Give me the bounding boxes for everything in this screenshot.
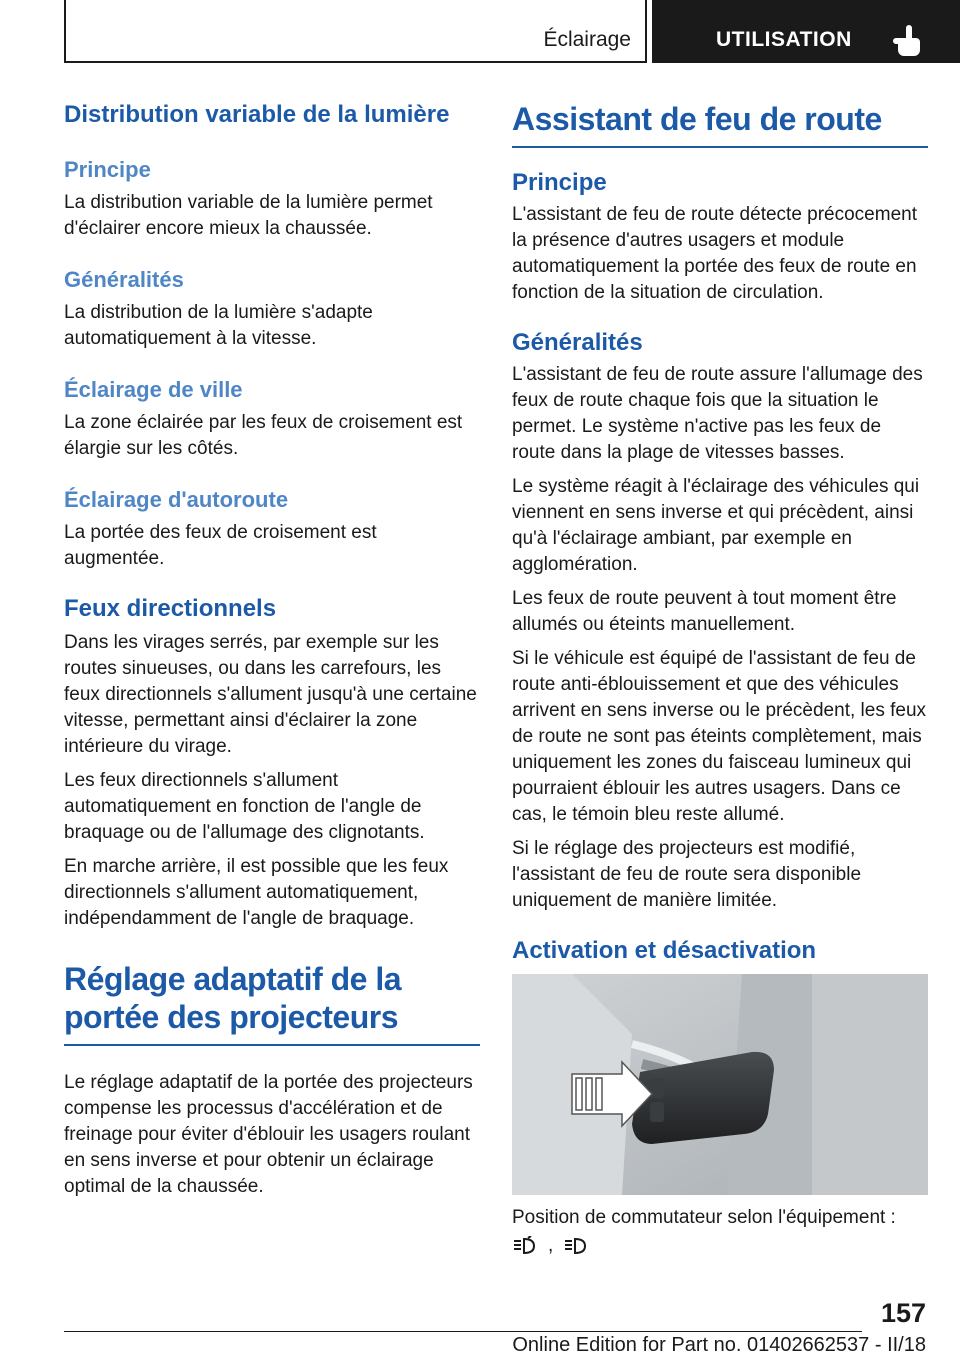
footer-edition: Online Edition for Part no. 01402662537 - II/18 [512,1334,926,1356]
right-gen-text-2: Le système réagit à l'éclairage des véhicules qui viennent en sens inverse et qui précèdent, ainsi qu'à l'éclairage ambiant, par exemple en agglomération. [512,476,920,575]
feux-text-3: En marche arrière, il est possible que les feux directionnels s'allument automatiquement, indépendamment de l'angle de braquage. [64,856,449,929]
page-number: 157 [880,1298,926,1328]
generalites-heading: Généralités [64,267,184,292]
header-chapter-title: UTILISATION [716,28,852,51]
right-gen-text-4: Si le véhicule est équipé de l'assistant de feu de route anti-éblouissement et que des véhicules arrivent en sens inverse ou le précèdent, les feux de route ne sont pas éteints complètement, mais uniquement les zones du faisceau lumineux qui pourraient éblouir les autres usagers. Dans ce cas, le témoin bleu reste allumé. [512,648,927,825]
right-principe-heading: Principe [512,169,607,196]
reglage-heading: Réglage adaptatif de la portée des projecteurs [64,960,480,1046]
right-column [512,100,928,1257]
footer-divider [64,1331,862,1332]
illustration-caption: Position de commutateur selon l'équipement : [512,1207,896,1228]
feux-directionnels-heading: Feux directionnels [64,595,277,622]
activation-heading: Activation et désactivation [512,937,817,964]
left-column [64,100,480,1200]
hand-pointer-icon [892,24,928,56]
right-gen-text-1: L'assistant de feu de route assure l'allumage des feux de route chaque fois que la situation le permet. Le système n'active pas les feux de route dans la plage de vitesses basses. [512,364,923,463]
high-beam-assistant-icon [512,1236,538,1256]
ville-heading: Éclairage de ville [64,377,243,402]
feux-text-2: Les feux directionnels s'allument automatiquement en fonction de l'angle de braquage ou de l'allumage des clignotants. [64,770,425,843]
principe-heading: Principe [64,157,151,182]
feux-text-1: Dans les virages serrés, par exemple sur les routes sinueuses, ou dans les carrefours, les feux directionnels s'allument jusqu'à une certaine vitesse, permettant ainsi d'éclairer la zone intérieure du virage. [64,632,477,757]
header-chapter-box [652,0,960,63]
stalk-illustration-graphic [512,974,928,1195]
right-gen-text-5: Si le réglage des projecteurs est modifié, l'assistant de feu de route sera disponible uniquement de manière limitée. [512,838,862,911]
right-generalites-heading: Généralités [512,329,643,356]
high-beam-icon [563,1236,589,1256]
header-section-title: Éclairage [543,28,631,51]
distribution-heading: Distribution variable de la lumière [64,101,450,128]
assistant-heading: Assistant de feu de route [512,100,928,148]
ville-text: La zone éclairée par les feux de croisement est élargie sur les côtés. [64,412,463,459]
right-principe-text: L'assistant de feu de route détecte précocement la présence d'autres usagers et module automatiquement la portée des feux de route en fonction de la situation de circulation. [512,204,917,303]
autoroute-heading: Éclairage d'autoroute [64,487,289,512]
principe-text: La distribution variable de la lumière permet d'éclairer encore mieux la chaussée. [64,192,433,239]
icon-separator: , [548,1235,554,1256]
reglage-text: Le réglage adaptatif de la portée des projecteurs compense les processus d'accélération et de freinage pour éviter d'éblouir les usagers roulant en sens inverse et pour obtenir un éclairage optimal de la chaussée. [64,1072,473,1197]
right-gen-text-3: Les feux de route peuvent à tout moment être allumés ou éteints manuellement. [512,588,897,635]
switch-icons-row [512,1235,928,1257]
switch-illustration [512,974,928,1195]
autoroute-text: La portée des feux de croisement est augmentée. [64,522,377,569]
header-section-box [64,0,647,63]
generalites-text: La distribution de la lumière s'adapte automatiquement à la vitesse. [64,302,373,349]
